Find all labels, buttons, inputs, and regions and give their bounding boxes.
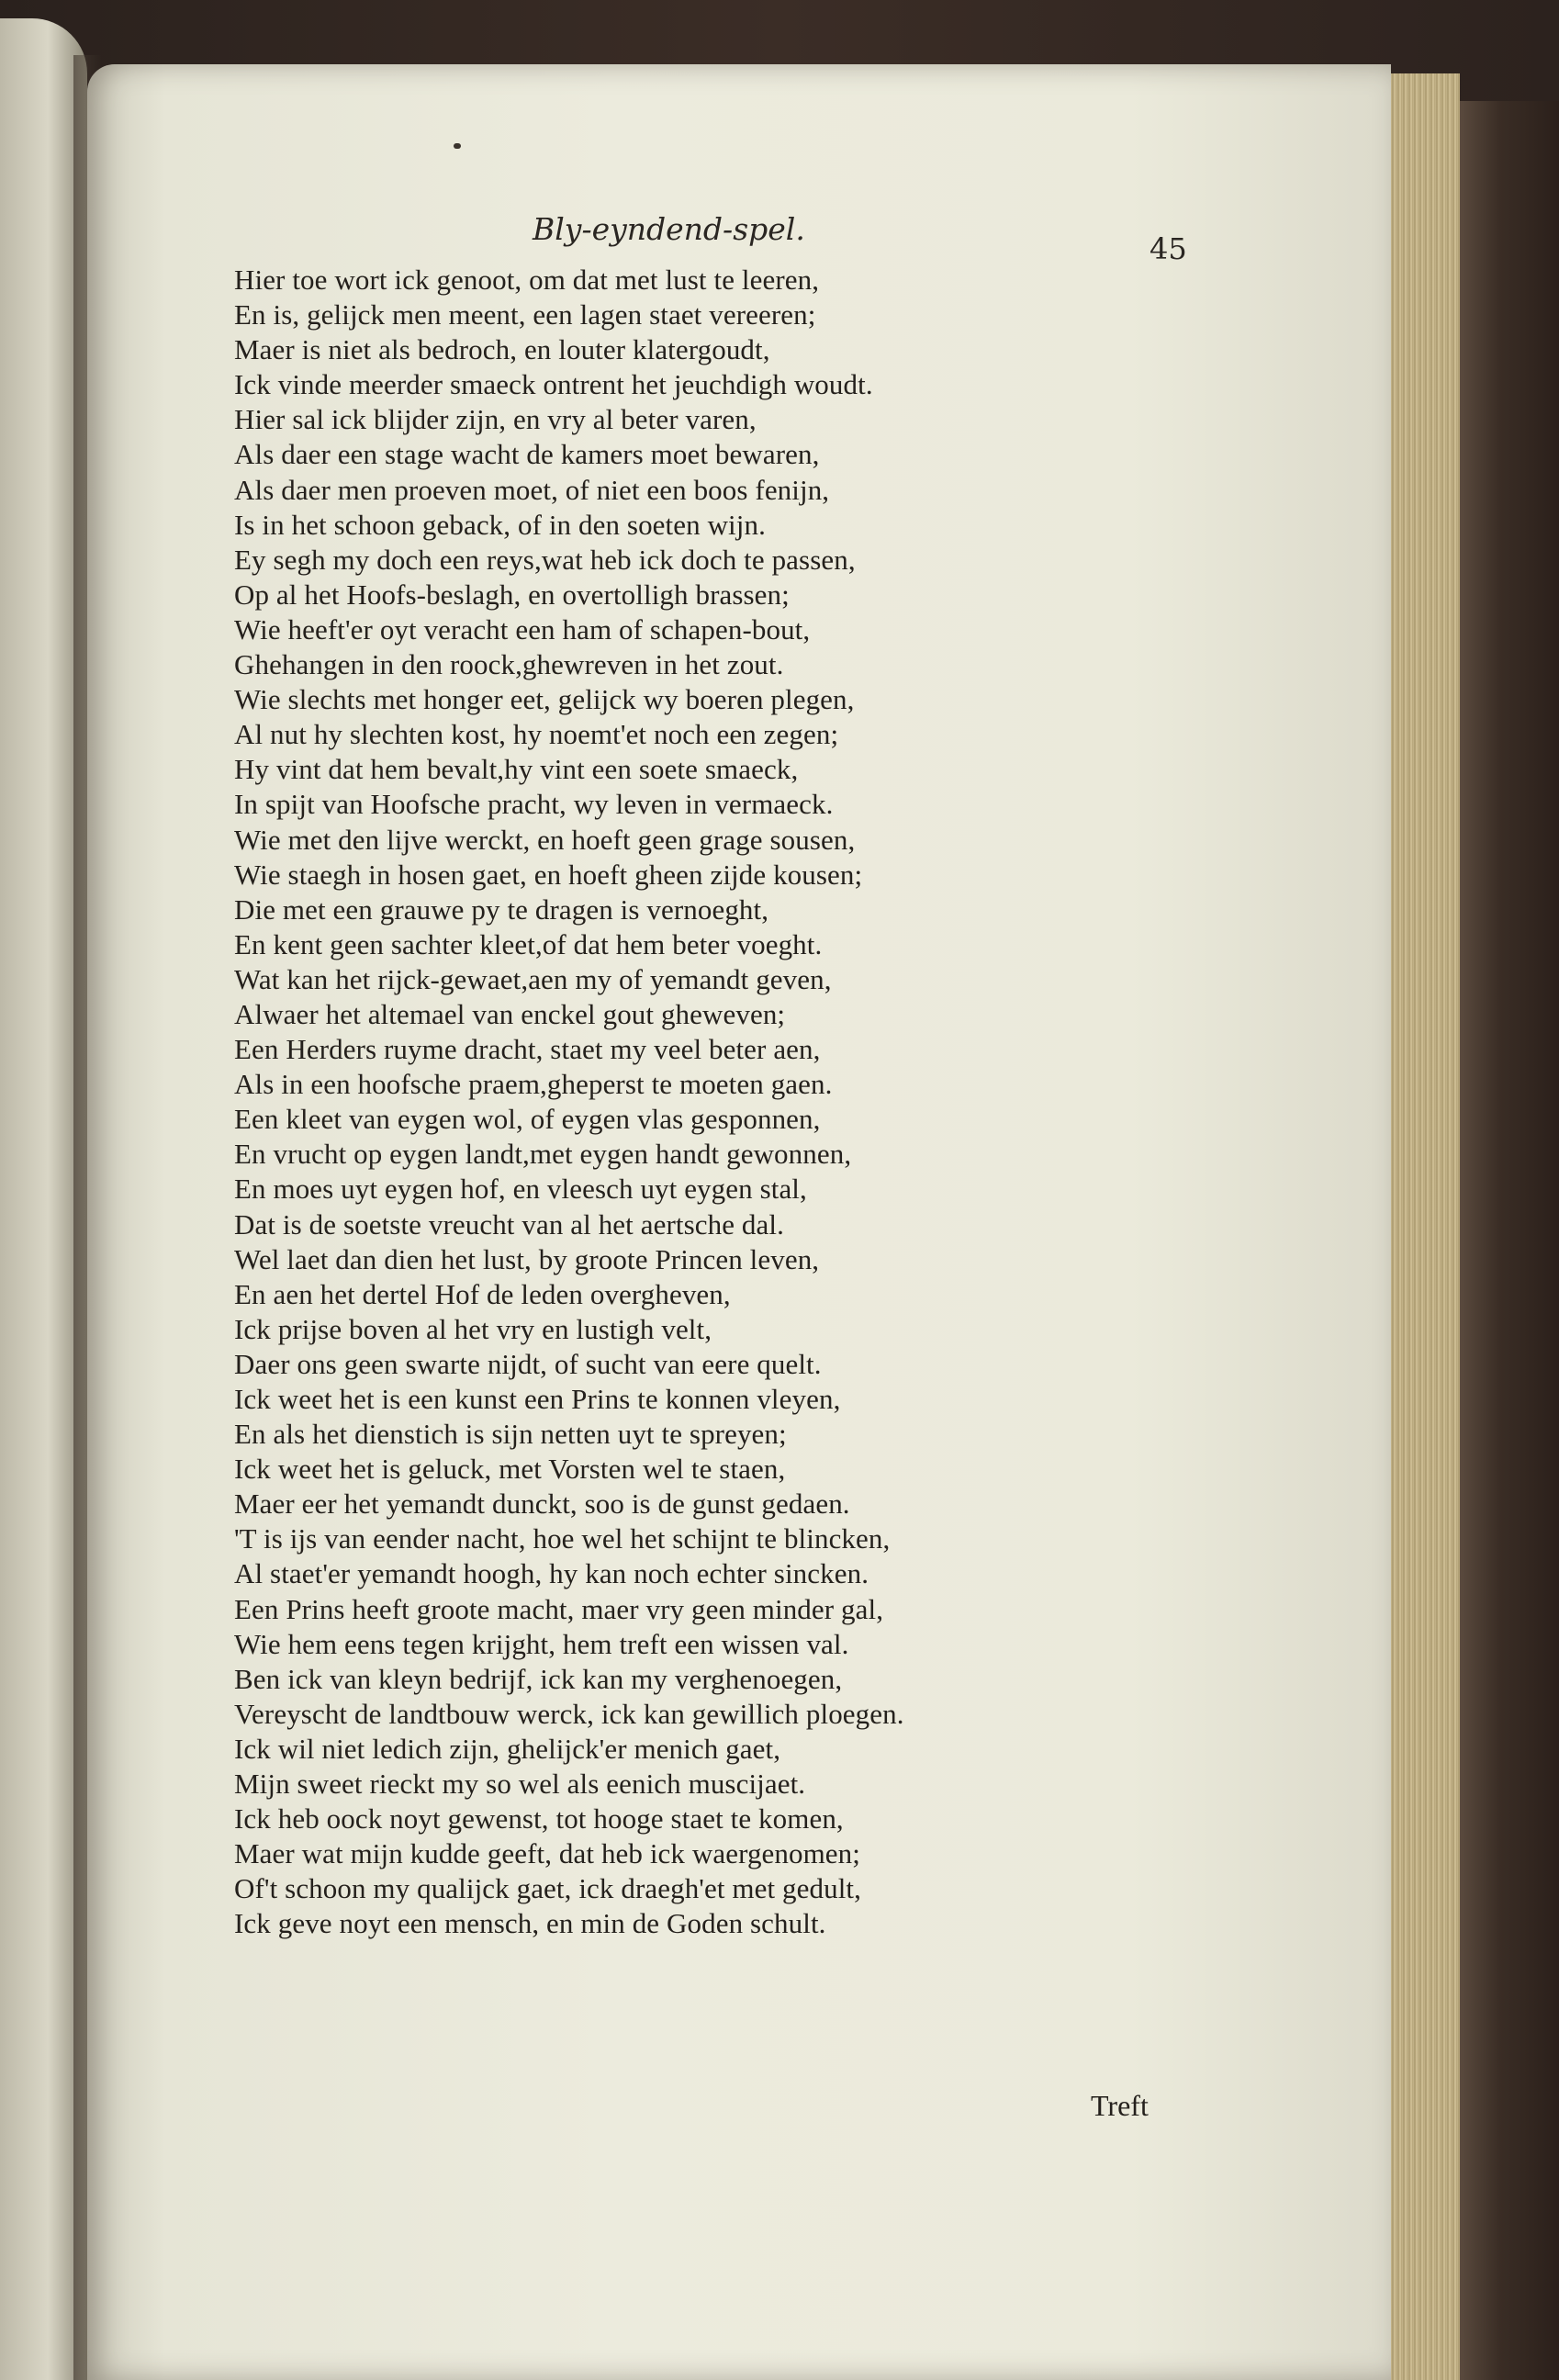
poem-line: Daer ons geen swarte nijdt, of sucht van eere quelt. [234,1347,822,1380]
poem-line: Ick weet het is geluck, met Vorsten wel te staen, [234,1453,786,1486]
poem-line: En kent geen sachter kleet,of dat hem beter voeght. [234,927,823,960]
poem-line: Vereyscht de landtbouw werck, ick kan gewillich ploegen. [234,1697,904,1730]
poem-line: En als het dienstich is sijn netten uyt te spreyen; [234,1418,787,1451]
poem-line: Is in het schoon geback, of in den soeten wijn. [234,508,766,541]
poem-line: Ick weet het is een kunst een Prins te konnen vleyen, [234,1383,841,1415]
book-cover-edge [1460,101,1559,2380]
poem-line: En aen het dertel Hof de leden overgheven, [234,1277,731,1310]
poem-line: Ick geve noyt een mensch, en min de Goden schult. [234,1907,826,1940]
poem-line: Wie heeft'er oyt veracht een ham of schapen-bout, [234,612,811,646]
poem-line: En vrucht op eygen landt,met eygen handt gewonnen, [234,1138,852,1171]
poem-line: Mijn sweet rieckt my so wel als eenich muscijaet. [234,1768,806,1801]
poem-line: En is, gelijck men meent, een lagen staet vereeren; [234,298,816,331]
poem-line: Maer wat mijn kudde geeft, dat heb ick waergenomen; [234,1837,860,1870]
poem-line: Maer is niet als bedroch, en louter klatergoudt, [234,333,770,366]
poem-line: Die met een grauwe py te dragen is vernoeght, [234,892,769,926]
ink-speck [454,143,461,149]
poem-line: En moes uyt eygen hof, en vleesch uyt eygen stal, [234,1173,807,1206]
poem-line: Wie slechts met honger eet, gelijck wy boeren plegen, [234,683,855,716]
poem-line: Wel laet dan dien het lust, by groote Princen leven, [234,1242,820,1275]
poem-line: Ick prijse boven al het vry en lustigh velt, [234,1312,712,1345]
poem-line: Als daer men proeven moet, of niet een boos fenijn, [234,473,830,506]
poem-line: Wie met den lijve werckt, en hoeft geen grage sousen, [234,823,856,856]
poem-line: Ick wil niet ledich zijn, ghelijck'er menich gaet, [234,1732,781,1765]
poem-line: Op al het Hoofs-beslagh, en overtolligh brassen; [234,578,790,611]
poem-line: Een Prins heeft groote macht, maer vry geen minder gal, [234,1592,884,1625]
running-head: Bly-eyndend-spel. [533,211,805,247]
poem-line: Als in een hoofsche praem,gheperst te moeten gaen. [234,1068,833,1101]
page-number: 45 [1150,231,1187,266]
poem-line: Ghehangen in den roock,ghewreven in het zout. [234,648,784,681]
poem-line: Of't schoon my qualijck gaet, ick draegh'et met gedult, [234,1872,861,1905]
poem-line: Al staet'er yemandt hoogh, hy kan noch echter sincken. [234,1557,869,1590]
poem-line: Ben ick van kleyn bedrijf, ick kan my verghenoegen, [234,1662,843,1695]
poem-line: In spijt van Hoofsche pracht, wy leven in vermaeck. [234,788,834,821]
poem-line: Ey segh my doch een reys,wat heb ick doch te passen, [234,543,856,576]
poem-line: Alwaer het altemael van enckel gout gheweven; [234,997,786,1030]
poem-text [234,263,1363,1942]
poem-line: Als daer een stage wacht de kamers moet bewaren, [234,438,820,471]
poem-line: Wat kan het rijck-gewaet,aen my of yemandt geven, [234,962,832,995]
poem-line: Hier sal ick blijder zijn, en vry al beter varen, [234,403,757,436]
poem-line: Dat is de soetste vreucht van al het aertsche dal. [234,1207,784,1241]
poem-line: Hy vint dat hem bevalt,hy vint een soete smaeck, [234,753,799,786]
poem-line: Ick heb oock noyt gewenst, tot hooge staet te komen, [234,1802,844,1836]
poem-line: Een kleet van eygen wol, of eygen vlas gesponnen, [234,1103,821,1136]
catchword: Treft [1091,2089,1149,2122]
poem-line: Al nut hy slechten kost, hy noemt'et noch een zegen; [234,718,839,751]
poem-line: Ick vinde meerder smaeck ontrent het jeuchdigh woudt. [234,368,873,401]
poem-line: Hier toe wort ick genoot, om dat met lust te leeren, [234,264,820,296]
poem-line: Een Herders ruyme dracht, staet my veel beter aen, [234,1033,821,1066]
poem-line: Wie hem eens tegen krijght, hem treft een wissen val. [234,1627,849,1660]
poem-line: Maer eer het yemandt dunckt, soo is de gunst gedaen. [234,1488,850,1521]
poem-line: Wie staegh in hosen gaet, en hoeft gheen zijde kousen; [234,858,863,891]
page-edge-stack [1391,73,1460,2380]
poem-line: 'T is ijs van eender nacht, hoe wel het schijnt te blincken, [234,1522,891,1555]
